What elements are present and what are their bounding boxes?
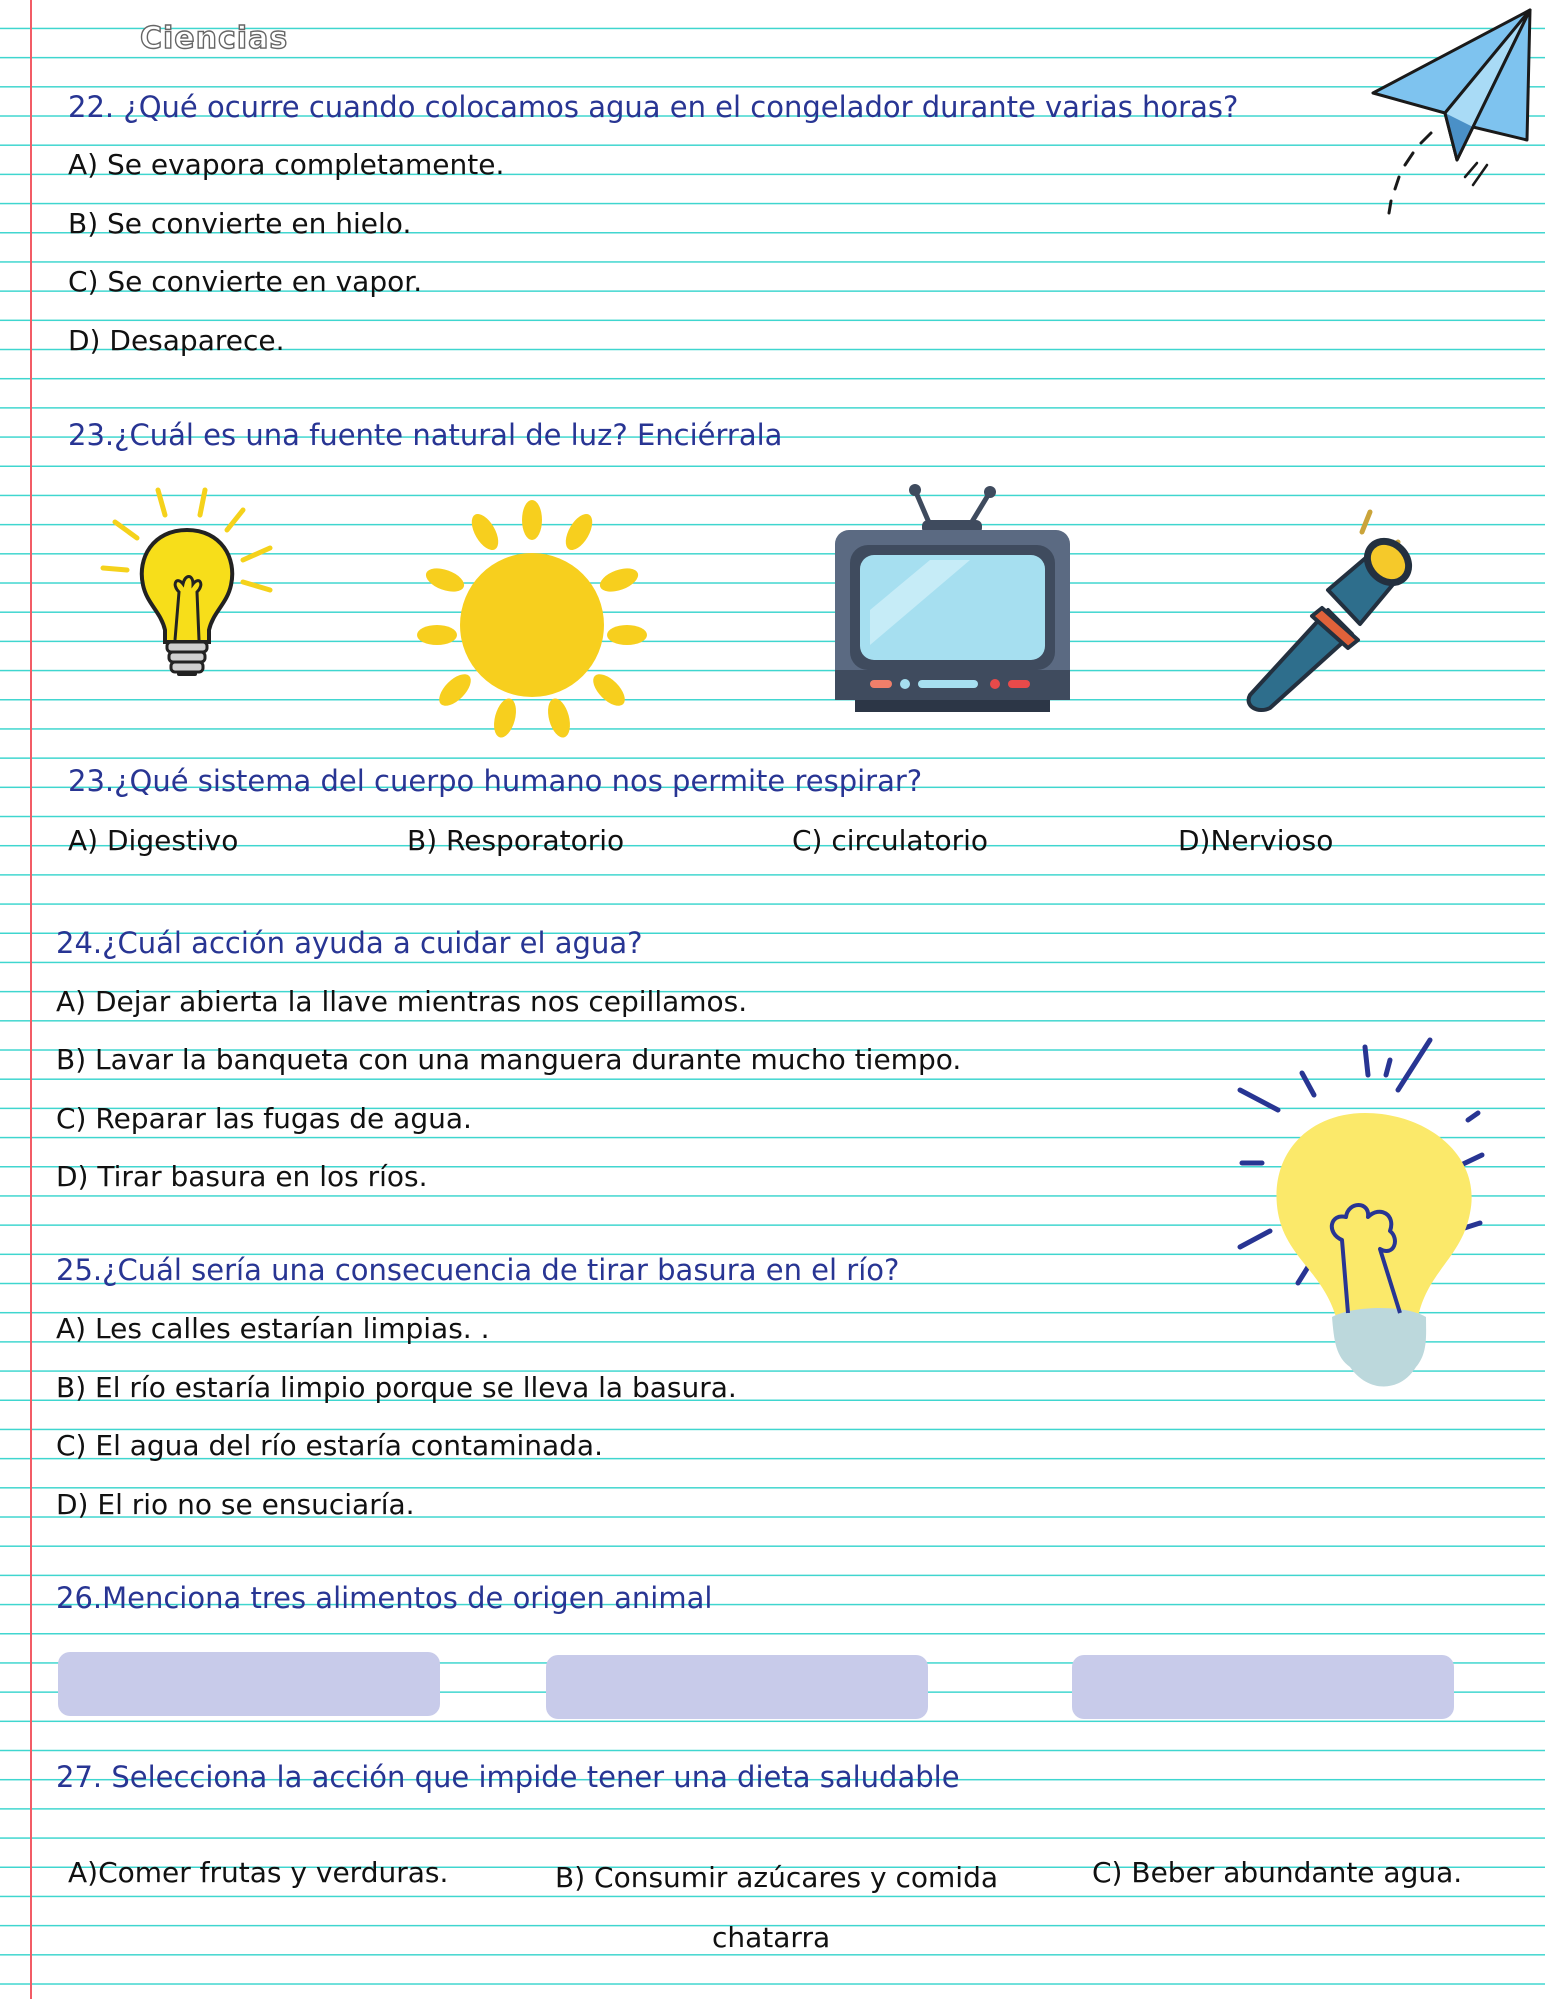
q27-option-b-continued[interactable]: chatarra: [712, 1921, 831, 1954]
q22-option-b[interactable]: B) Se convierte en hielo.: [68, 207, 412, 240]
q27-option-b[interactable]: B) Consumir azúcares y comida: [555, 1861, 999, 1894]
question-24: 24.¿Cuál acción ayuda a cuidar el agua?: [56, 926, 643, 960]
q23b-option-d[interactable]: D)Nervioso: [1178, 824, 1334, 857]
q26-answer-box-3[interactable]: [1072, 1655, 1454, 1719]
q22-option-d[interactable]: D) Desaparece.: [68, 324, 285, 357]
q23b-option-c[interactable]: C) circulatorio: [792, 824, 989, 857]
television-icon[interactable]: [830, 480, 1075, 715]
q22-option-a[interactable]: A) Se evapora completamente.: [68, 148, 505, 181]
q27-option-a[interactable]: A)Comer frutas y verduras.: [68, 1856, 449, 1889]
question-22: 22. ¿Qué ocurre cuando colocamos agua en el congelador durante varias horas?: [68, 90, 1239, 124]
flashlight-icon[interactable]: [1230, 500, 1440, 715]
question-23-light: 23.¿Cuál es una fuente natural de luz? Enciérrala: [68, 418, 783, 452]
subject-title: Ciencias: [140, 21, 289, 56]
q24-option-d[interactable]: D) Tirar basura en los ríos.: [56, 1160, 428, 1193]
idea-bulb-icon: [1230, 1035, 1500, 1405]
q24-option-a[interactable]: A) Dejar abierta la llave mientras nos cepillamos.: [56, 985, 748, 1018]
q26-answer-box-1[interactable]: [58, 1652, 440, 1716]
q25-option-a[interactable]: A) Les calles estarían limpias. .: [56, 1312, 490, 1345]
paper-plane-icon: [1365, 5, 1540, 220]
q24-option-b[interactable]: B) Lavar la banqueta con una manguera durante mucho tiempo.: [56, 1043, 962, 1076]
q25-option-c[interactable]: C) El agua del río estaría contaminada.: [56, 1429, 603, 1462]
light-bulb-icon[interactable]: [95, 480, 280, 695]
question-25: 25.¿Cuál sería una consecuencia de tirar basura en el río?: [56, 1253, 900, 1287]
q23b-option-b[interactable]: B) Resporatorio: [407, 824, 625, 857]
q25-option-d[interactable]: D) El rio no se ensuciaría.: [56, 1488, 415, 1521]
q24-option-c[interactable]: C) Reparar las fugas de agua.: [56, 1102, 472, 1135]
notebook-margin-line: [30, 0, 32, 1999]
q23b-option-a[interactable]: A) Digestivo: [68, 824, 239, 857]
question-23-breathing: 23.¿Qué sistema del cuerpo humano nos permite respirar?: [68, 764, 923, 798]
q27-option-c[interactable]: C) Beber abundante agua.: [1092, 1856, 1463, 1889]
q22-option-c[interactable]: C) Se convierte en vapor.: [68, 265, 423, 298]
sun-icon[interactable]: [415, 500, 650, 740]
q26-answer-box-2[interactable]: [546, 1655, 928, 1719]
q25-option-b[interactable]: B) El río estaría limpio porque se lleva la basura.: [56, 1371, 737, 1404]
question-26: 26.Menciona tres alimentos de origen animal: [56, 1581, 713, 1615]
question-27: 27. Selecciona la acción que impide tener una dieta saludable: [56, 1760, 960, 1794]
